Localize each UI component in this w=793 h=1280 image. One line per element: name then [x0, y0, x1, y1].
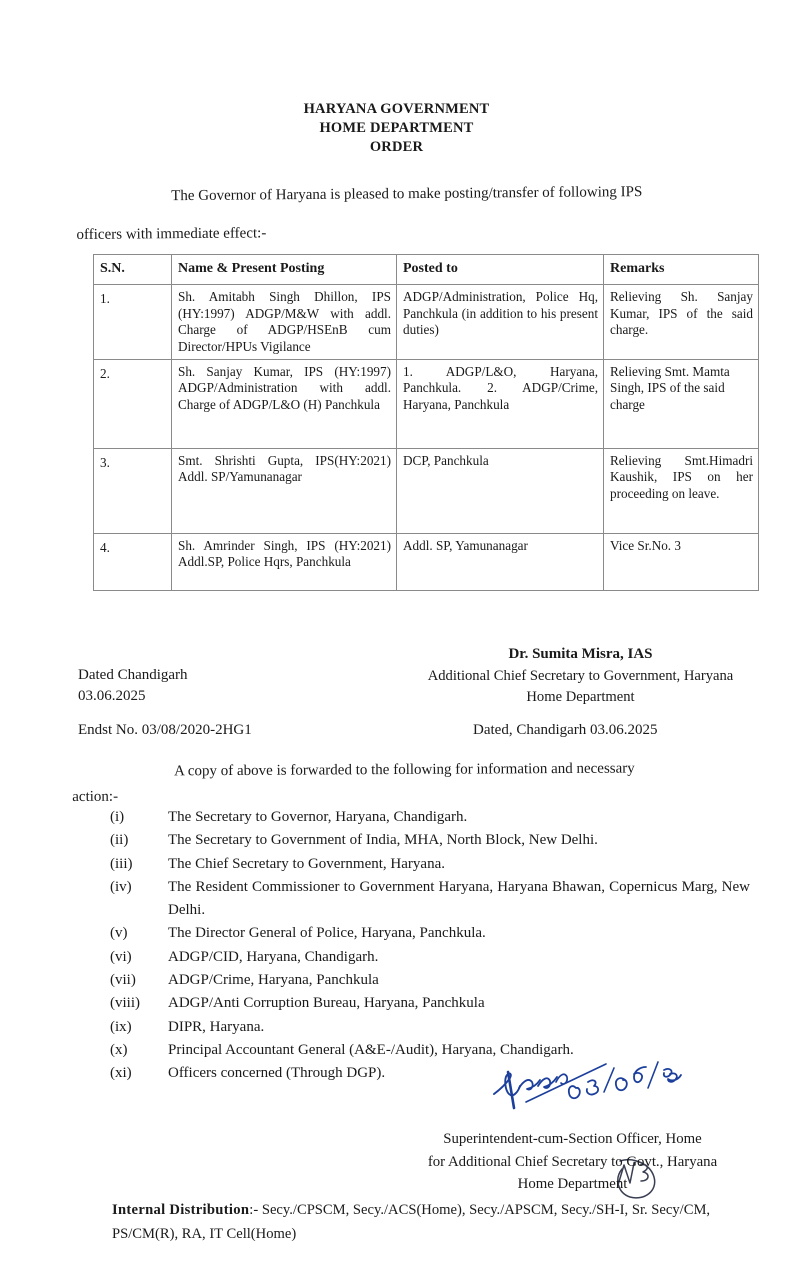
cell-remarks: Relieving Smt. Mamta Singh, IPS of the said charge: [604, 360, 759, 449]
list-item-text: The Resident Commissioner to Government Haryana, Haryana Bhawan, Copernicus Marg, New Delhi.: [168, 878, 750, 919]
list-item: [110, 876, 750, 923]
list-item-number: (ix): [110, 1018, 132, 1035]
list-item: [110, 1062, 750, 1085]
endorsement-date: Dated, Chandigarh 03.06.2025: [473, 722, 658, 738]
bottom-signatory-department: Home Department: [517, 1176, 628, 1192]
table-row: [94, 534, 759, 591]
forwarded-paragraph: [72, 756, 737, 810]
column-header-name: Name & Present Posting: [172, 255, 397, 285]
list-item-text: The Director General of Police, Haryana, Panchkula.: [168, 925, 486, 942]
bottom-signatory-block: [380, 1128, 765, 1196]
list-item-text: The Secretary to Governor, Haryana, Chandigarh.: [168, 809, 468, 825]
list-item-number: (viii): [110, 995, 140, 1012]
bottom-signatory-title: Superintendent-cum-Section Officer, Home: [443, 1131, 702, 1147]
order-dated-place: Dated Chandigarh: [78, 667, 188, 683]
table-row: [94, 449, 759, 534]
list-item: [110, 922, 750, 945]
list-item: [110, 1039, 750, 1062]
list-item-text: The Secretary to Government of India, MHA, North Block, New Delhi.: [168, 832, 598, 849]
cell-sn: 2.: [94, 360, 172, 449]
list-item-number: (iv): [110, 878, 132, 895]
intro-paragraph: [76, 172, 737, 254]
list-item-text: The Chief Secretary to Government, Haryana.: [168, 855, 445, 872]
list-item-number: (ii): [110, 832, 129, 849]
list-item-text: Principal Accountant General (A&E-/Audit), Haryana, Chandigarh.: [168, 1041, 574, 1058]
table-row: [94, 360, 759, 449]
internal-distribution-label: Internal Distribution: [112, 1202, 250, 1218]
list-item: [110, 829, 750, 852]
intro-line-2: officers with immediate effect:-: [76, 225, 267, 243]
list-item-text: DIPR, Haryana.: [168, 1018, 265, 1035]
cell-sn: 3.: [94, 449, 172, 534]
endorsement-number: Endst No. 03/08/2020-2HG1: [78, 722, 252, 738]
cell-name: Sh. Sanjay Kumar, IPS (HY:1997) ADGP/Administration with addl. Charge of ADGP/L&O (H) Panchkula: [172, 360, 397, 449]
list-item-text: ADGP/CID, Haryana, Chandigarh.: [168, 948, 379, 965]
column-header-sn: S.N.: [94, 255, 172, 285]
table-row: [94, 285, 759, 360]
document-header: [0, 100, 793, 157]
list-item-number: (vii): [110, 972, 136, 989]
list-item-text: ADGP/Crime, Haryana, Panchkula: [168, 972, 379, 989]
header-line-order: ORDER: [369, 139, 424, 155]
list-item: [110, 969, 750, 992]
cell-remarks: Relieving Sh. Sanjay Kumar, IPS of the said charge.: [604, 285, 759, 360]
order-dated-date: 03.06.2025: [78, 688, 146, 704]
list-item-number: (iii): [110, 855, 133, 872]
signatory-name: Dr. Sumita Misra, IAS: [508, 646, 653, 662]
list-item-number: (x): [110, 1041, 128, 1058]
signatory-block: [398, 644, 763, 709]
cell-name: Smt. Shrishti Gupta, IPS(HY:2021) Addl. SP/Yamunanagar: [172, 449, 397, 534]
internal-distribution: [112, 1198, 752, 1246]
column-header-posted: Posted to: [397, 255, 604, 285]
cell-posted: 1. ADGP/L&O, Haryana, Panchkula. 2. ADGP/Crime, Haryana, Panchkula: [397, 360, 604, 449]
list-item: [110, 1016, 750, 1039]
signatory-designation: Additional Chief Secretary to Government, Haryana: [427, 667, 734, 684]
list-item-number: (xi): [110, 1065, 132, 1082]
list-item: [110, 992, 750, 1015]
table-header-row: [94, 255, 759, 285]
header-line-government: HARYANA GOVERNMENT: [303, 101, 490, 117]
list-item: [110, 806, 750, 829]
transfer-order-table: [93, 254, 759, 591]
cell-posted: ADGP/Administration, Police Hq, Panchkula (in addition to his present duties): [397, 285, 604, 360]
bottom-signatory-for-whom: for Additional Chief Secretary to Govt., Haryana: [427, 1153, 718, 1170]
cell-posted: Addl. SP, Yamunanagar: [397, 534, 604, 591]
signatory-department: Home Department: [526, 689, 635, 705]
internal-distribution-text: Secy./CPSCM, Secy./ACS(Home), Secy./APSCM, Secy./SH-I, Sr. Secy/CM, PS/CM(R), RA, IT Cell(Home): [112, 1202, 711, 1242]
list-item: [110, 853, 750, 876]
list-item-number: (vi): [110, 948, 132, 965]
distribution-list: [110, 806, 750, 1086]
order-date-block: [78, 665, 188, 707]
cell-sn: 1.: [94, 285, 172, 360]
forwarded-line-1: A copy of above is forwarded to the following for information and necessary: [174, 760, 635, 780]
cell-name: Sh. Amrinder Singh, IPS (HY:2021) Addl.SP, Police Hqrs, Panchkula: [172, 534, 397, 591]
cell-sn: 4.: [94, 534, 172, 591]
list-item-text: Officers concerned (Through DGP).: [168, 1065, 386, 1082]
header-line-department: HOME DEPARTMENT: [319, 120, 474, 136]
intro-line-1: The Governor of Haryana is pleased to make posting/transfer of following IPS: [171, 184, 643, 205]
cell-remarks: Relieving Smt.Himadri Kaushik, IPS on her proceeding on leave.: [604, 449, 759, 534]
list-item-number: (i): [110, 809, 125, 825]
cell-posted: DCP, Panchkula: [397, 449, 604, 534]
forwarded-line-2: action:-: [72, 788, 119, 805]
list-item-text: ADGP/Anti Corruption Bureau, Haryana, Panchkula: [168, 995, 485, 1012]
list-item: [110, 946, 750, 969]
internal-distribution-separator: :-: [249, 1202, 259, 1218]
cell-name: Sh. Amitabh Singh Dhillon, IPS (HY:1997) ADGP/M&W with addl. Charge of ADGP/HSEnB cum Director/HPUs Vigilance: [172, 285, 397, 360]
cell-remarks: Vice Sr.No. 3: [604, 534, 759, 591]
column-header-remarks: Remarks: [604, 255, 759, 285]
list-item-number: (v): [110, 925, 128, 942]
